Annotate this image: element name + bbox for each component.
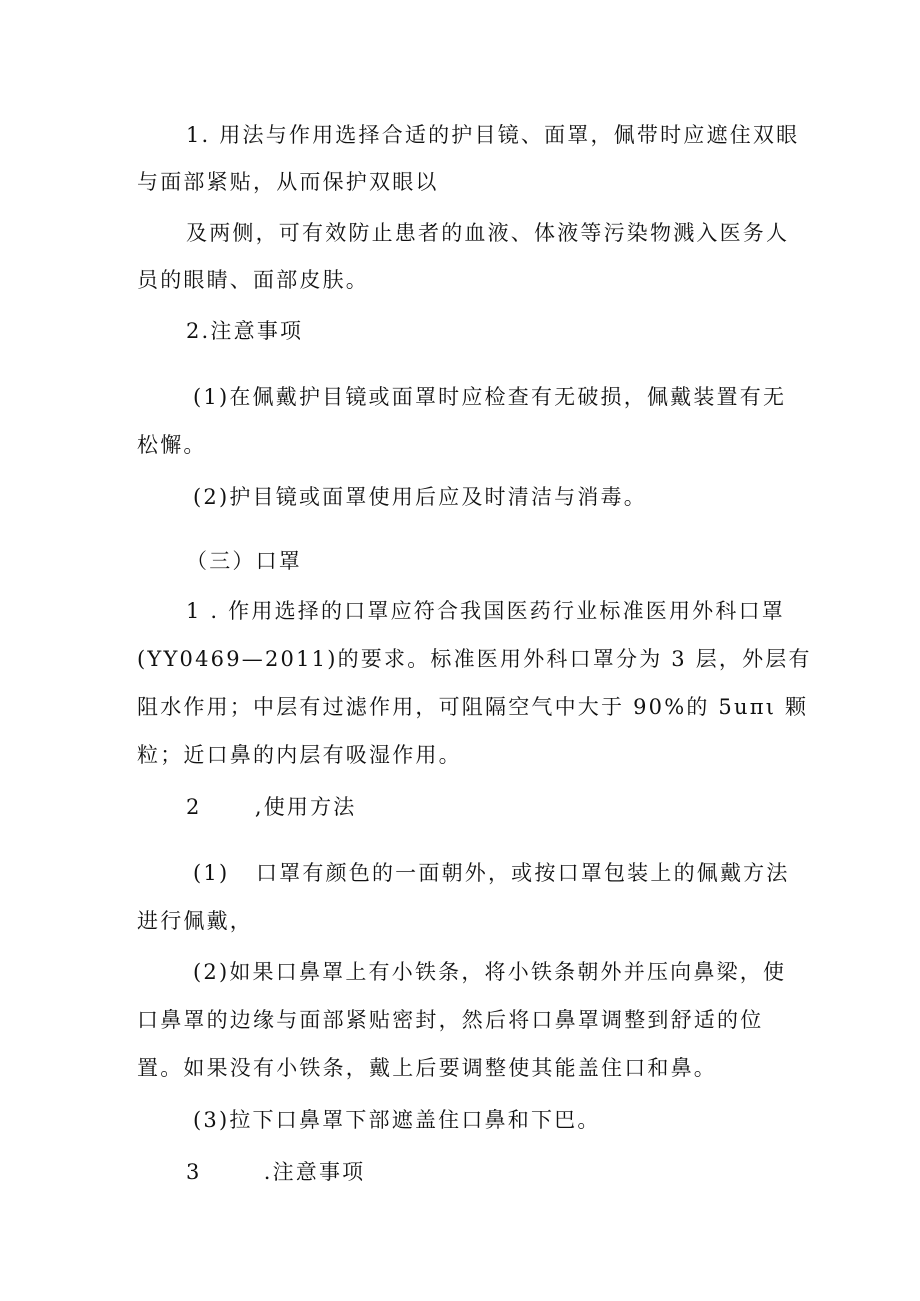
paragraph-9-line-1: (1) 口罩有颜色的一面朝外，或按口罩包装上的佩戴方法	[193, 861, 790, 885]
paragraph-7-line-3: 阻水作用；中层有过滤作用，可阻隔空气中大于 90%的 5uπι 颗	[137, 695, 809, 719]
paragraph-11-line-1: (3)拉下口鼻罩下部遮盖住口鼻和下巴。	[193, 1108, 601, 1132]
paragraph-2-line-1: 及两侧，可有效防止患者的血液、体液等污染物溅入医务人	[186, 221, 790, 245]
paragraph-10-line-3: 置。如果没有小铁条，戴上后要调整使其能盖住口和鼻。	[137, 1056, 717, 1080]
section-heading-precautions: 3 .注意事项	[186, 1160, 366, 1184]
paragraph-4-line-1: (1)在佩戴护目镜或面罩时应检查有无破损，佩戴装置有无	[193, 385, 787, 409]
paragraph-7-line-4: 粒；近口鼻的内层有吸湿作用。	[137, 743, 462, 767]
paragraph-5-line-1: (2)护目镜或面罩使用后应及时清洁与消毒。	[193, 485, 647, 509]
section-heading-mask: （三）口罩	[186, 549, 302, 573]
paragraph-7-line-2: (YY0469—2011)的要求。标准医用外科口罩分为 3 层，外层有	[137, 647, 812, 671]
paragraph-7-line-1: 1 . 作用选择的口罩应符合我国医药行业标准医用外科口罩	[186, 599, 785, 623]
paragraph-1-line-2: 与面部紧贴，从而保护双眼以	[137, 170, 439, 194]
paragraph-1-line-1: 1. 用法与作用选择合适的护目镜、面罩，佩带时应遮住双眼	[186, 123, 800, 147]
section-heading-notes: 2.注意事项	[186, 319, 304, 343]
paragraph-9-line-2: 进行佩戴，	[137, 909, 253, 933]
paragraph-10-line-1: (2)如果口鼻罩上有小铁条，将小铁条朝外并压向鼻梁，使	[193, 960, 787, 984]
paragraph-2-line-2: 员的眼睛、面部皮肤。	[137, 268, 369, 292]
section-heading-usage: 2 ,使用方法	[186, 795, 357, 819]
paragraph-10-line-2: 口鼻罩的边缘与面部紧贴密封，然后将口鼻罩调整到舒适的位	[137, 1008, 764, 1032]
paragraph-4-line-2: 松懈。	[137, 433, 207, 457]
